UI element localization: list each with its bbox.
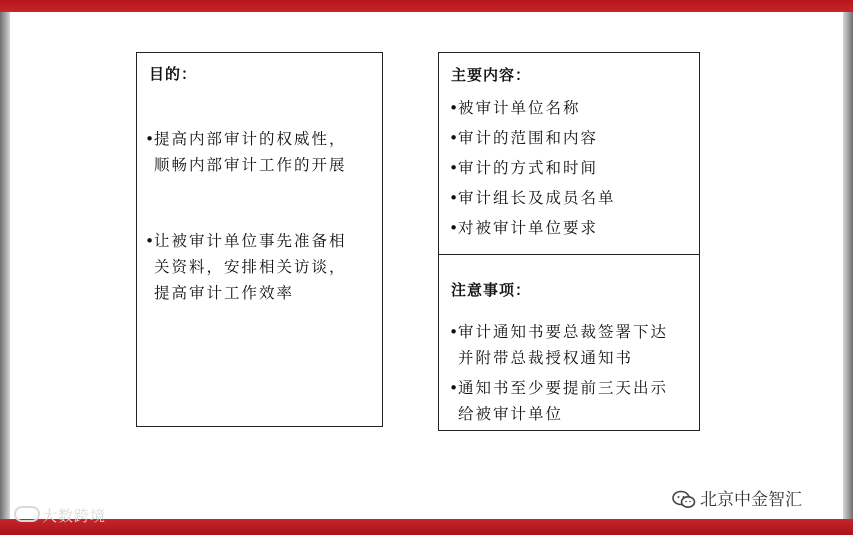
purpose-item-2-line-1: •让被审计单位事先准备相 — [145, 228, 347, 254]
purpose-item-2-line-3: 提高审计工作效率 — [154, 284, 295, 302]
bullet-icon: • — [145, 130, 157, 148]
content-item: •审计组长及成员名单 — [449, 183, 616, 213]
notes-item-1-line-2: 并附带总裁授权通知书 — [458, 349, 634, 367]
bottom-red-bar — [0, 519, 853, 535]
watermark-logo-icon — [14, 506, 40, 522]
notes-box — [438, 254, 700, 431]
purpose-item-1 — [145, 126, 347, 178]
content-heading: 主要内容： — [451, 66, 532, 84]
purpose-item-2-line-2: 关资料，安排相关访谈， — [154, 258, 347, 276]
left-edge — [0, 12, 10, 519]
purpose-item-1-line-1: •提高内部审计的权威性， — [145, 126, 347, 152]
purpose-item-1-line-2: 顺畅内部审计工作的开展 — [154, 156, 347, 174]
purpose-box — [136, 52, 383, 427]
bullet-icon: • — [449, 189, 461, 207]
content-item: •被审计单位名称 — [449, 93, 616, 123]
bullet-icon: • — [449, 219, 461, 237]
wechat-icon — [672, 490, 696, 515]
purpose-item-2 — [145, 228, 347, 306]
bullet-icon: • — [449, 99, 461, 117]
purpose-heading: 目的： — [149, 65, 198, 83]
right-edge — [843, 12, 853, 519]
content-list — [449, 93, 616, 243]
bullet-icon: • — [449, 159, 461, 177]
notes-item-1-line-1: •审计通知书要总裁签署下达 — [449, 319, 668, 345]
watermark: 大数跨境 — [14, 505, 106, 526]
notes-heading: 注意事项： — [451, 281, 532, 299]
notes-item-2 — [449, 375, 668, 427]
top-red-bar — [0, 0, 853, 12]
bullet-icon: • — [449, 323, 461, 341]
bullet-icon: • — [449, 379, 461, 397]
notes-item-1 — [449, 319, 668, 371]
notes-item-2-line-1: •通知书至少要提前三天出示 — [449, 375, 668, 401]
content-item: •审计的范围和内容 — [449, 123, 616, 153]
brand-label: 北京中金智汇 — [672, 485, 802, 515]
bullet-icon: • — [145, 232, 157, 250]
notes-item-2-line-2: 给被审计单位 — [458, 405, 564, 423]
content-item: •审计的方式和时间 — [449, 153, 616, 183]
content-item: •对被审计单位要求 — [449, 213, 616, 243]
content-box — [438, 52, 700, 256]
bullet-icon: • — [449, 129, 461, 147]
